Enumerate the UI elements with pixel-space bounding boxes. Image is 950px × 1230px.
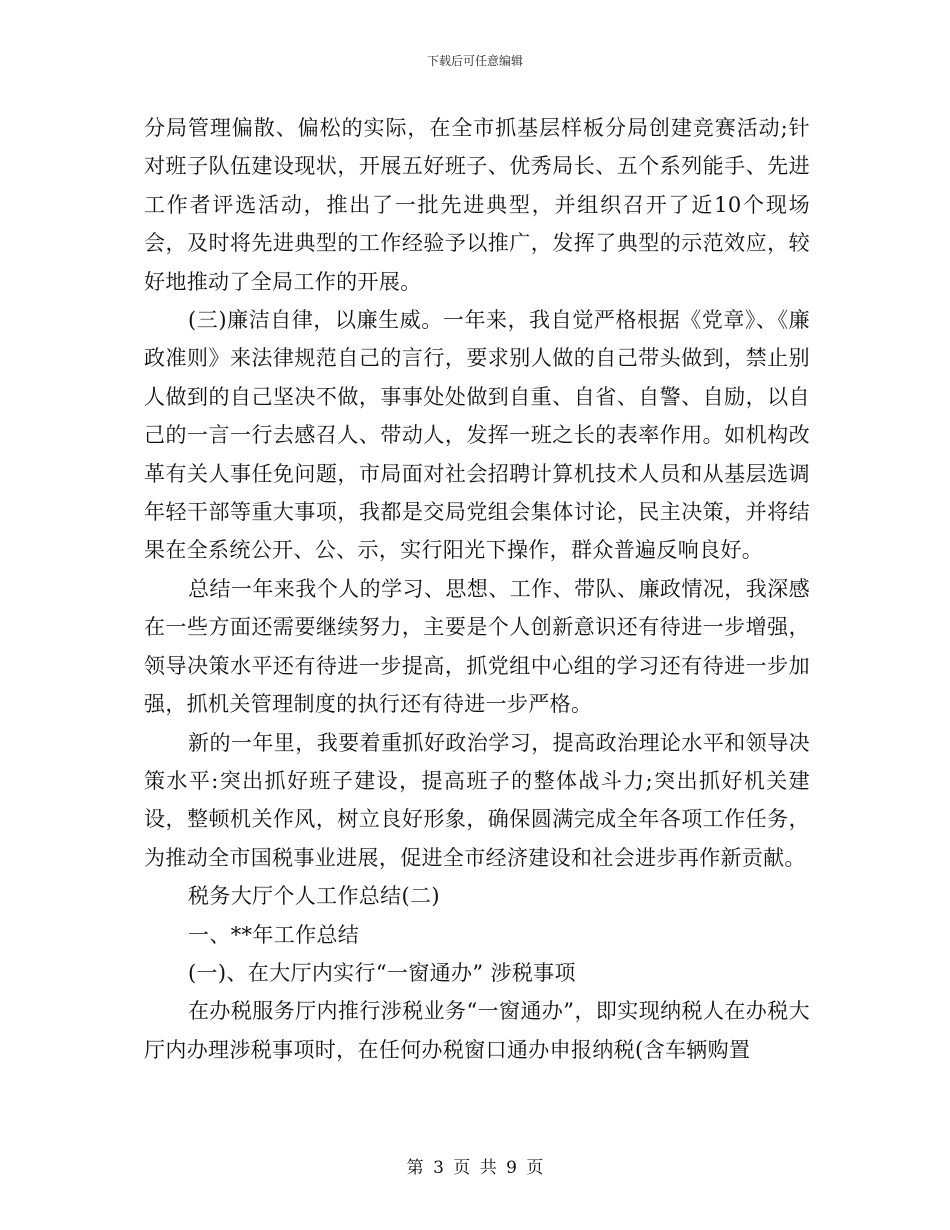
section-title: 税务大厅个人工作总结(二) <box>188 884 440 909</box>
document-body <box>144 109 810 1069</box>
section-heading: 一、**年工作总结 <box>188 922 360 947</box>
page-number: 第 3 页 共 9 页 <box>406 1158 544 1178</box>
paragraph: 分局管理偏散、偏松的实际，在全市抓基层样板分局创建竞赛活动;针对班子队伍建设现状，开展五好班子、优秀局长、五个系列能手、先进工作者评选活动，推出了一批先进典型，并组织召开了近10个现场会，及时将先进典型的工作经验予以推广，发挥了典型的示范效应，较好地推动了全局工作的开展。 <box>144 116 810 294</box>
paragraph: 新的一年里，我要着重抓好政治学习，提高政治理论水平和领导决策水平:突出抓好班子建设，提高班子的整体战斗力;突出抓好机关建设，整顿机关作风，树立良好形象，确保圆满完成全年各项工作任务，为推动全市国税事业进展，促进全市经济建设和社会进步再作新贡献。 <box>144 730 810 870</box>
subsection-heading: (一)、在大厅内实行“一窗通办” 涉税事项 <box>188 960 576 985</box>
paragraph: 在办税服务厅内推行涉税业务“一窗通办”，即实现纳税人在办税大厅内办理涉税事项时，在任何办税窗口通办申报纳税(含车辆购置 <box>144 999 810 1062</box>
page-header: 下载后可任意编辑 <box>426 54 523 68</box>
paragraph: 总结一年来我个人的学习、思想、工作、带队、廉政情况，我深感在一些方面还需要继续努力，主要是个人创新意识还有待进一步增强，领导决策水平还有待进一步提高，抓党组中心组的学习还有待进一步加强，抓机关管理制度的执行还有待进一步严格。 <box>144 576 810 717</box>
paragraph: (三)廉洁自律，以廉生威。一年来，我自觉严格根据《党章》、《廉政准则》来法律规范自己的言行，要求别人做的自己带头做到，禁止别人做到的自己坚决不做，事事处处做到自重、自省、自警、自励，以自己的一言一行去感召人、带动人，发挥一班之长的表率作用。如机构改革有关人事任免问题，市局面对社会招聘计算机技术人员和从基层选调年轻干部等重大事项，我都是交局党组会集体讨论，民主决策，并将结果在全系统公开、公、示，实行阳光下操作，群众普遍反响良好。 <box>144 308 810 563</box>
